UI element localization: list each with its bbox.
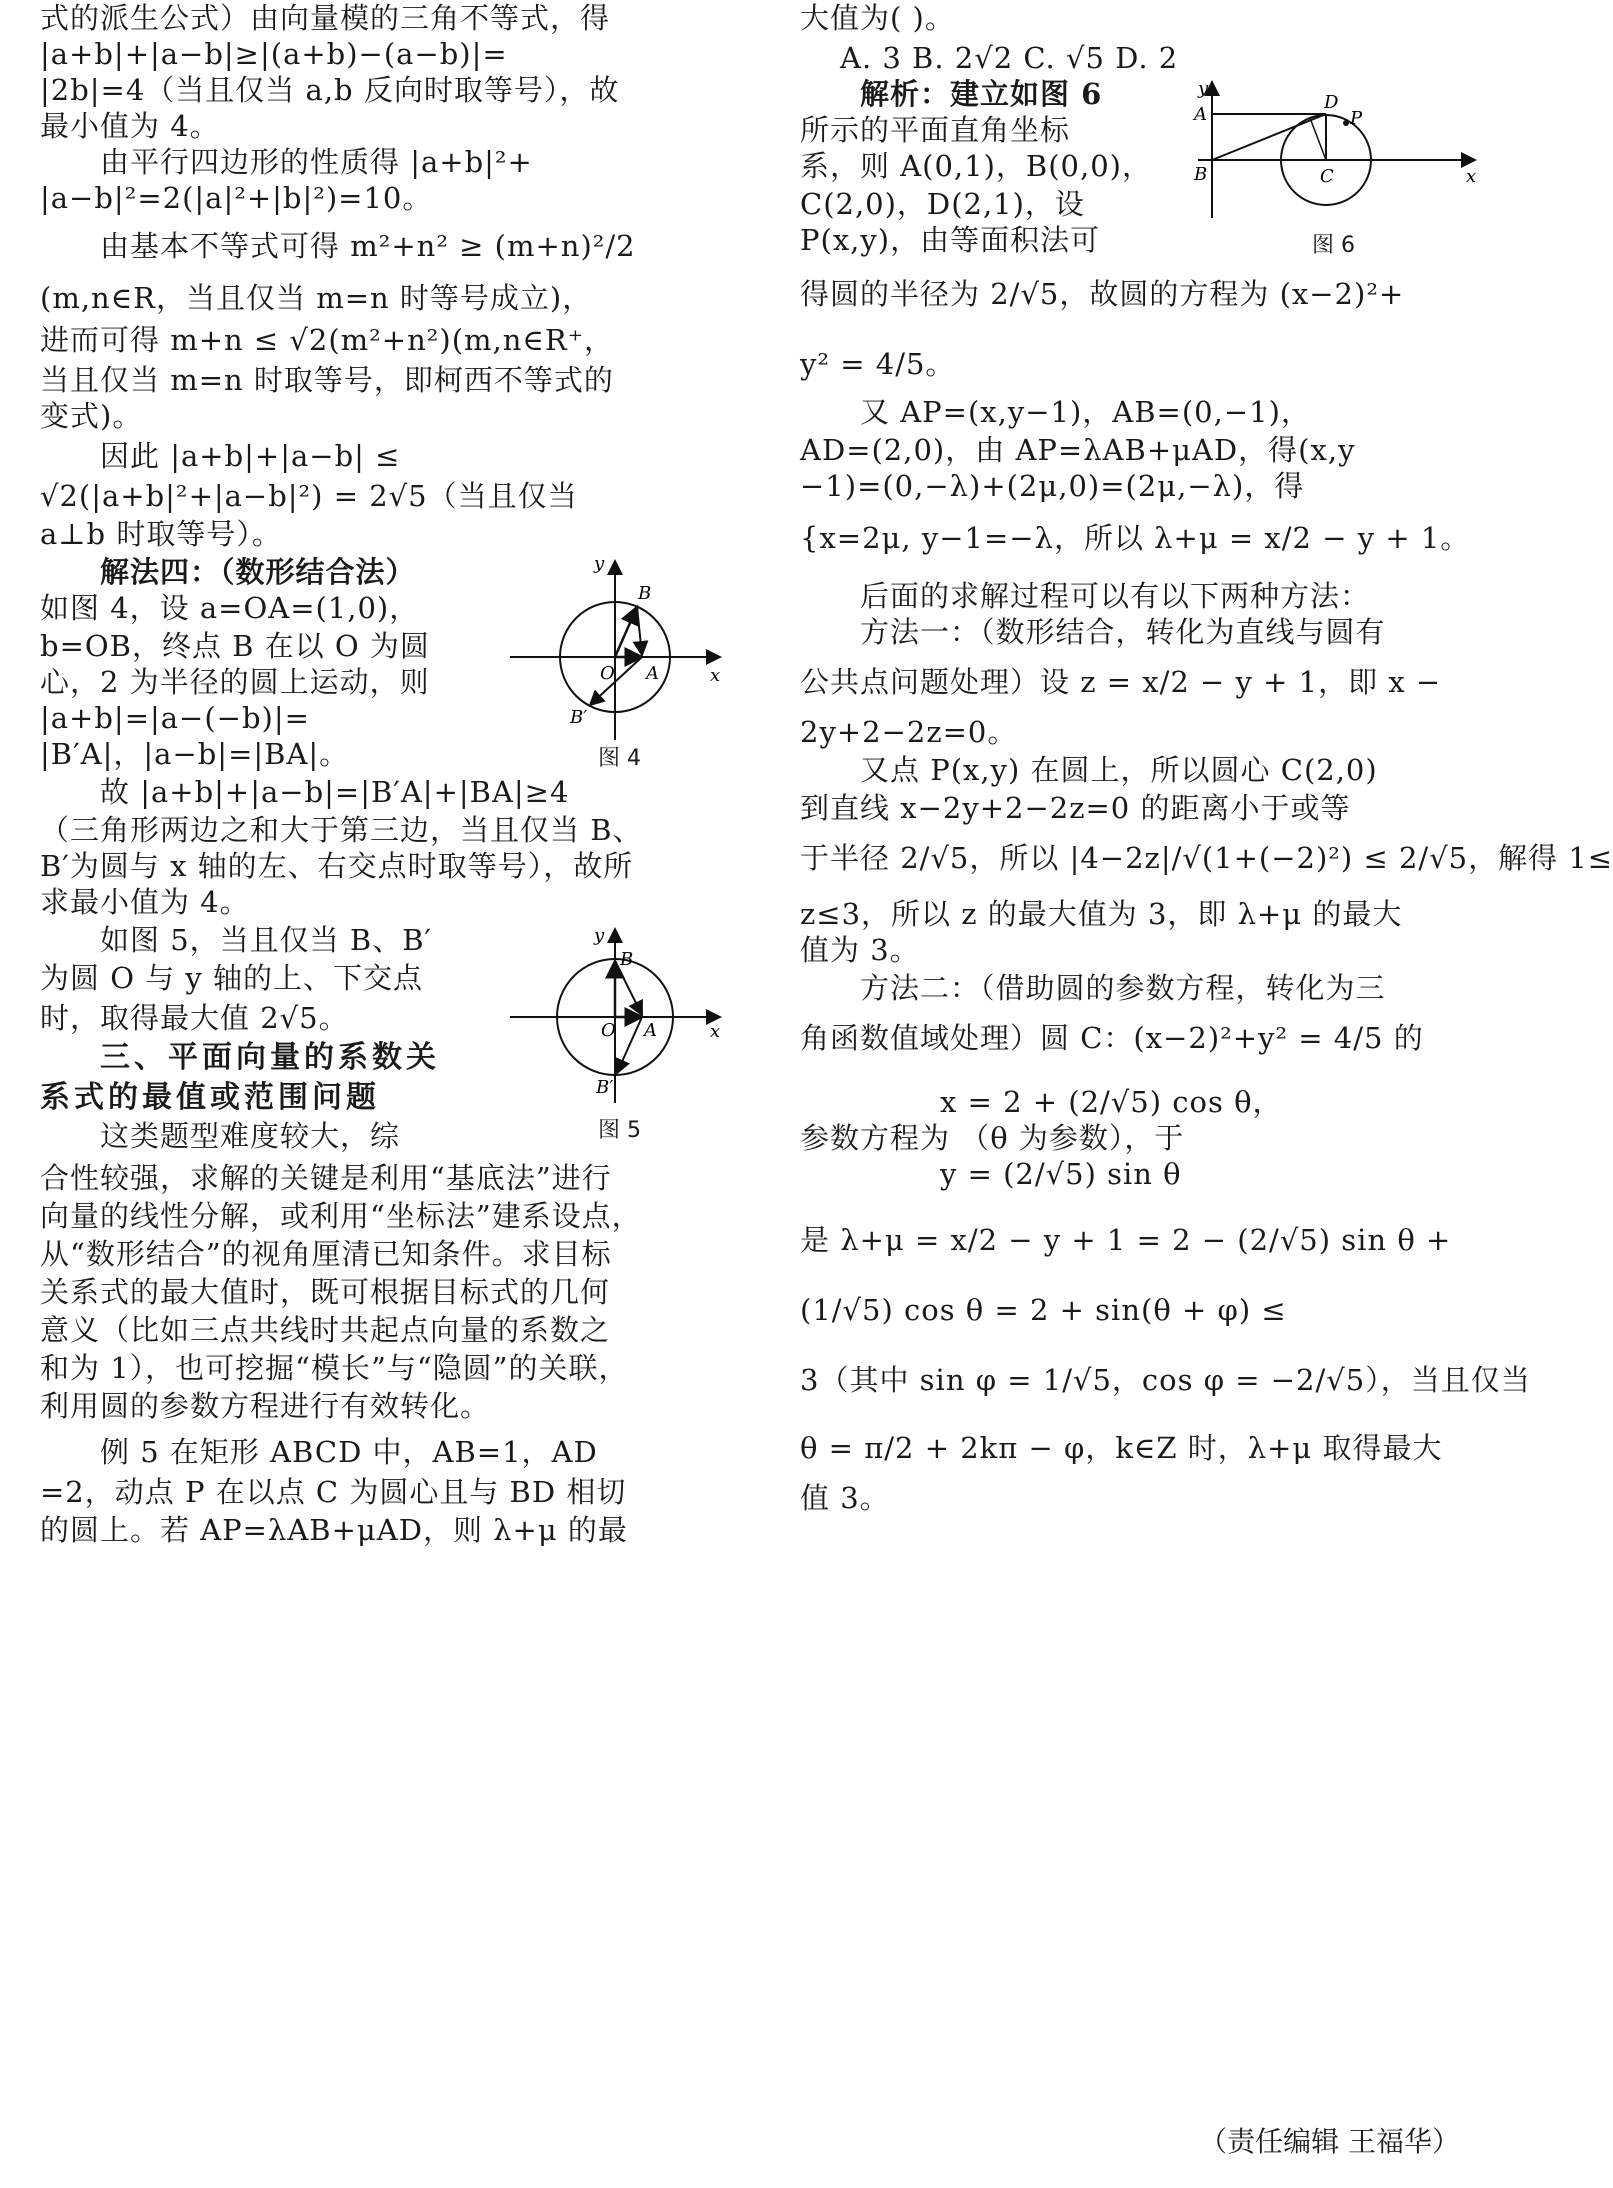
answer-options: A. 3 B. 2√2 C. √5 D. 2	[840, 41, 1179, 75]
text-line: 如图 4，设 a=OA=(1,0)，	[40, 591, 420, 625]
method-heading: 方法一：（数形结合，转化为直线与圆有	[860, 615, 1386, 649]
figure-6-caption: 图 6	[1312, 233, 1355, 258]
text-line: 又点 P(x,y) 在圆上，所以圆心 C(2,0)	[860, 753, 1378, 787]
text-line: |a+b|=|a−(−b)|=	[40, 701, 310, 735]
text-line: 故 |a+b|+|a−b|=|B′A|+|BA|≥4	[100, 775, 570, 809]
text-line: 这类题型难度较大，综	[100, 1119, 401, 1153]
point-label-p: P	[1350, 108, 1363, 129]
text-line: z≤3，所以 z 的最大值为 3，即 λ+μ 的最大	[800, 897, 1403, 931]
text-line: =2，动点 P 在以点 C 为圆心且与 BD 相切	[40, 1475, 627, 1509]
axis-label-y: y	[594, 925, 605, 946]
text-line: |a+b|+|a−b|≥|(a+b)−(a−b)|=	[40, 37, 508, 71]
text-line: 又 AP=(x,y−1)，AB=(0,−1)，	[860, 395, 1311, 429]
text-line: 变式)。	[40, 399, 143, 433]
text-line: 最小值为 4。	[40, 109, 220, 143]
text-line: 到直线 x−2y+2−2z=0 的距离小于或等	[800, 791, 1351, 825]
text-line: P(x,y)，由等面积法可	[800, 223, 1101, 257]
point-label-b: B	[638, 583, 652, 604]
point-label-a: A	[646, 663, 659, 684]
text-line: (m,n∈R，当且仅当 m=n 时等号成立)，	[40, 281, 593, 315]
text-line: 是 λ+μ = x/2 − y + 1 = 2 − (2/√5) sin θ +	[800, 1223, 1452, 1257]
method-heading: 方法二：（借助圆的参数方程，转化为三	[860, 971, 1386, 1005]
text-line: 值 3。	[800, 1481, 890, 1515]
text-line: (1/√5) cos θ = 2 + sin(θ + φ) ≤	[800, 1293, 1287, 1327]
text-line: 后面的求解过程可以有以下两种方法：	[860, 579, 1371, 613]
figure-6-diagram	[1190, 78, 1480, 223]
text-line: 解析：建立如图 6	[860, 77, 1103, 111]
figure-4-diagram	[510, 555, 730, 745]
text-line: 如图 5，当且仅当 B、B′	[100, 923, 433, 957]
section-heading: 系式的最值或范围问题	[40, 1080, 380, 1115]
text-line: y² = 4/5。	[800, 347, 956, 381]
text-line: 为圆 O 与 y 轴的上、下交点	[40, 961, 424, 995]
text-line: 得圆的半径为 2/√5，故圆的方程为 (x−2)²+	[800, 277, 1405, 311]
text-line: （三角形两边之和大于第三边，当且仅当 B、	[40, 813, 643, 847]
figure-4	[510, 553, 730, 771]
text-line: 大值为( )。	[800, 1, 955, 35]
text-line: 意义（比如三点共线时共起点向量的系数之	[40, 1313, 611, 1347]
point-label-a: A	[644, 1020, 657, 1041]
text-line: −1)=(0,−λ)+(2μ,0)=(2μ,−λ)，得	[800, 469, 1305, 503]
point-label-b-prime: B′	[596, 1077, 614, 1098]
text-line: 所示的平面直角坐标	[800, 113, 1071, 147]
figure-5-diagram	[510, 925, 730, 1105]
text-line: 从“数形结合”的视角厘清已知条件。求目标	[40, 1237, 612, 1271]
text-line: y = (2/√5) sin θ	[940, 1157, 1182, 1191]
editor-credit: （责任编辑 王福华）	[1199, 2125, 1460, 2158]
text-line: 向量的线性分解，或利用“坐标法”建系设点，	[40, 1199, 642, 1233]
point-label-c: C	[1320, 166, 1334, 187]
text-line: 角函数值域处理）圆 C：(x−2)²+y² = 4/5 的	[800, 1021, 1424, 1055]
text-line: 的圆上。若 AP=λAB+μAD，则 λ+μ 的最	[40, 1513, 628, 1547]
text-line: √2(|a+b|²+|a−b|²) = 2√5（当且仅当	[40, 479, 578, 513]
text-line: 公共点问题处理）设 z = x/2 − y + 1，即 x −	[800, 665, 1442, 699]
figure-5	[510, 925, 730, 1143]
point-label-a: A	[1194, 104, 1207, 125]
axis-label-x: x	[710, 665, 721, 686]
text-line: AD=(2,0)，由 AP=λAB+μAD，得(x,y	[800, 433, 1356, 467]
text-line: 式的派生公式）由向量模的三角不等式，得	[40, 1, 611, 35]
text-line: B′为圆与 x 轴的左、右交点时取等号），故所	[40, 849, 634, 883]
text-line: x = 2 + (2/√5) cos θ，	[940, 1085, 1283, 1119]
text-line: 当且仅当 m=n 时取等号，即柯西不等式的	[40, 363, 614, 397]
figure-6	[1190, 78, 1480, 258]
text-line: 系，则 A(0,1)，B(0,0)，	[800, 149, 1152, 183]
axis-label-y: y	[1198, 78, 1209, 99]
text-line: 时，取得最大值 2√5。	[40, 1001, 349, 1035]
text-line: 3（其中 sin φ = 1/√5，cos φ = −2/√5），当且仅当	[800, 1363, 1531, 1397]
text-line: 合性较强，求解的关键是利用“基底法”进行	[40, 1161, 612, 1195]
figure-4-caption: 图 4	[598, 746, 641, 771]
point-label-d: D	[1324, 92, 1339, 113]
text-line: 参数方程为 （θ 为参数），于	[800, 1121, 1185, 1155]
point-label-b-prime: B′	[570, 707, 588, 728]
text-line: 例 5 在矩形 ABCD 中，AB=1，AD	[100, 1435, 598, 1469]
axis-label-y: y	[594, 553, 605, 574]
section-lead: 解法四：（数形结合法）	[100, 555, 416, 589]
text-line: θ = π/2 + 2kπ − φ，k∈Z 时，λ+μ 取得最大	[800, 1431, 1443, 1465]
text-line: a⊥b 时取等号）。	[40, 517, 282, 551]
text-line: 由平行四边形的性质得 |a+b|²+	[100, 145, 533, 179]
point-label-o: O	[600, 663, 615, 684]
text-line: 2y+2−2z=0。	[800, 715, 1018, 749]
text-line: 心，2 为半径的圆上运动，则	[40, 665, 430, 699]
point-label-b: B	[1194, 164, 1208, 185]
text-line: 和为 1），也可挖掘“模长”与“隐圆”的关联，	[40, 1351, 629, 1385]
text-line: 值为 3。	[800, 933, 920, 967]
text-line: 进而可得 m+n ≤ √2(m²+n²)(m,n∈R⁺，	[40, 323, 615, 357]
axis-label-x: x	[1466, 166, 1477, 187]
point-label-b: B	[620, 949, 634, 970]
figure-5-caption: 图 5	[598, 1118, 641, 1143]
text-line: |a−b|²=2(|a|²+|b|²)=10。	[40, 181, 433, 215]
text-line: {x=2μ, y−1=−λ，所以 λ+μ = x/2 − y + 1。	[800, 521, 1471, 555]
axis-label-x: x	[710, 1021, 721, 1042]
text-line: C(2,0)，D(2,1)，设	[800, 187, 1085, 221]
text-line: |B′A|，|a−b|=|BA|。	[40, 737, 350, 771]
text-line: 求最小值为 4。	[40, 885, 250, 919]
text-line: 利用圆的参数方程进行有效转化。	[40, 1389, 491, 1423]
text-line: 关系式的最大值时，既可根据目标式的几何	[40, 1275, 611, 1309]
point-label-o: O	[601, 1020, 616, 1041]
text-line: 因此 |a+b|+|a−b| ≤	[100, 439, 401, 473]
text-line: 由基本不等式可得 m²+n² ≥ (m+n)²/2	[100, 229, 636, 263]
text-line: 于半径 2/√5，所以 |4−2z|/√(1+(−2)²) ≤ 2/√5，解得 1≤	[800, 841, 1613, 875]
text-line: |2b|=4（当且仅当 a,b 反向时取等号），故	[40, 73, 620, 107]
section-heading: 三、平面向量的系数关	[100, 1040, 440, 1075]
text-line: b=OB，终点 B 在以 O 为圆	[40, 629, 430, 663]
